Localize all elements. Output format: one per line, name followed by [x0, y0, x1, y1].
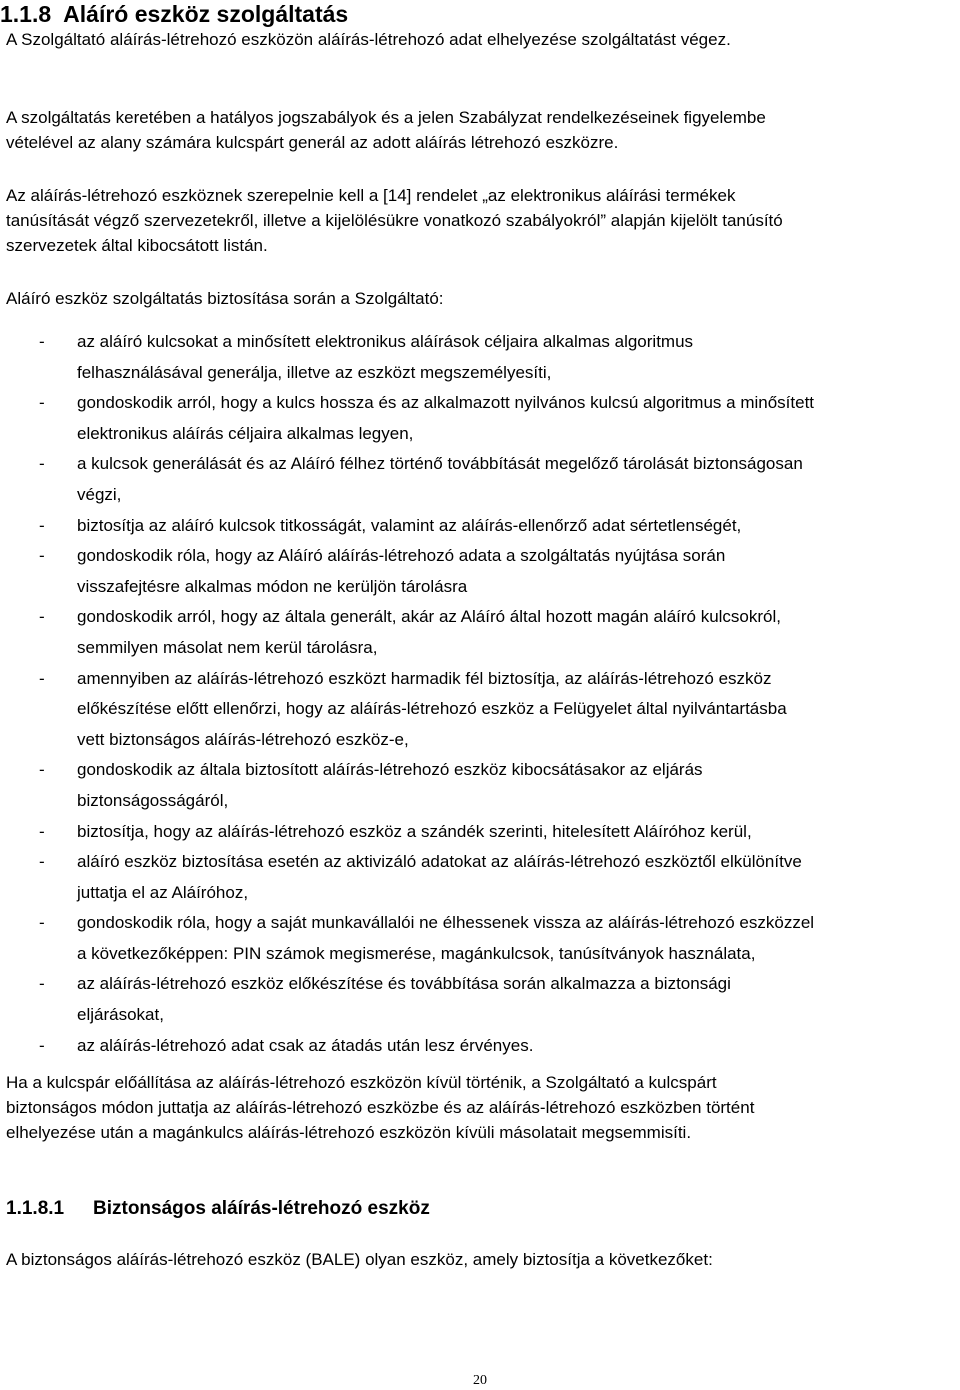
list-marker: - — [39, 607, 45, 627]
list-item-line: az aláírás-létrehozó adat csak az átadás után lesz érvényes. — [77, 1035, 534, 1055]
list-marker: - — [39, 454, 45, 474]
paragraph-external-keygen — [6, 1070, 958, 1145]
list-item-line: elektronikus aláírás céljaira alkalmas legyen, — [77, 423, 414, 443]
list-item — [6, 908, 960, 969]
text-line: Az aláírás-létrehozó eszköznek szerepelnie kell a [14] rendelet „az elektronikus aláírási termékek — [6, 186, 736, 205]
text-line: szervezetek által kibocsátott listán. — [6, 236, 268, 255]
list-item-line: juttatja el az Aláíróhoz, — [77, 882, 249, 902]
list-item — [6, 1031, 960, 1062]
list-item-line: aláíró eszköz biztosítása esetén az aktivizáló adatokat az aláírás-létrehozó eszköztől elkülönítve — [77, 852, 802, 872]
list-marker: - — [39, 515, 45, 535]
list-item-line: biztosítja az aláíró kulcsok titkosságát, valamint az aláírás-ellenőrző adat sértetlenségét, — [77, 515, 742, 535]
paragraph-service-scope — [6, 105, 958, 155]
text-line: biztonságos módon juttatja az aláírás-létrehozó eszközbe és az aláírás-létrehozó eszközben történt — [6, 1098, 755, 1117]
page-number: 20 — [473, 1373, 487, 1388]
list-item — [6, 817, 960, 848]
list-item-line: felhasználásával generálja, illetve az eszközt megszemélyesíti, — [77, 362, 552, 382]
section-number: 1.1.8 — [0, 1, 52, 27]
subsection-title: Biztonságos aláírás-létrehozó eszköz — [93, 1198, 430, 1219]
list-marker: - — [39, 546, 45, 566]
list-item-line: biztosítja, hogy az aláírás-létrehozó eszköz a szándék szerinti, hitelesített Aláíróhoz kerül, — [77, 821, 752, 841]
list-item — [6, 388, 960, 449]
list-item-line: visszafejtésre alkalmas módon ne kerüljön tárolásra — [77, 576, 468, 596]
list-item-line: biztonságosságáról, — [77, 790, 229, 810]
section-title: Aláíró eszköz szolgáltatás — [63, 1, 349, 27]
list-marker: - — [39, 760, 45, 780]
list-item-line: semmilyen másolat nem kerül tárolásra, — [77, 637, 378, 657]
list-marker: - — [39, 393, 45, 413]
list-item-line: az aláíró kulcsokat a minősített elektronikus aláírások céljaira alkalmas algoritmus — [77, 332, 694, 351]
list-item-line: eljárásokat, — [77, 1005, 164, 1025]
list-item-line: végzi, — [77, 484, 122, 504]
list-item-line: amennyiben az aláírás-létrehozó eszközt harmadik fél biztosítja, az aláírás-létrehozó eszköz — [77, 668, 772, 688]
list-item-line: gondoskodik róla, hogy az Aláíró aláírás-létrehozó adata a szolgáltatás nyújtása során — [77, 546, 726, 566]
list-item — [6, 602, 960, 663]
list-marker: - — [39, 852, 45, 872]
text-line: tanúsítását végző szervezetekről, illetve a kijelölésükre vonatkozó szabályokról” alapján kijelölt tanúsító — [6, 211, 783, 230]
list-item-line: a következőképpen: PIN számok megismerése, magánkulcsok, tanúsítványok használata, — [77, 943, 756, 963]
obligations-list — [6, 327, 960, 1061]
subsection-heading — [6, 1196, 430, 1222]
list-item-line: előkészítése előtt ellenőrzi, hogy az aláírás-létrehozó eszköz a Felügyelet által nyilvántartásba — [77, 699, 787, 719]
list-marker: - — [39, 974, 45, 994]
text-line: vételével az alany számára kulcspárt generál az adott aláírás létrehozó eszközre. — [6, 133, 619, 152]
list-item-line: a kulcsok generálását és az Aláíró félhez történő továbbítását megelőző tárolását biztonságosan — [77, 454, 803, 474]
list-item — [6, 511, 960, 542]
list-item — [6, 664, 960, 756]
paragraph-service-intro — [6, 27, 958, 52]
subsection-number: 1.1.8.1 — [6, 1198, 65, 1219]
list-item — [6, 327, 960, 388]
paragraph-list-intro — [6, 286, 958, 311]
list-item — [6, 541, 960, 602]
list-item — [6, 969, 960, 1030]
text-line: A biztonságos aláírás-létrehozó eszköz (BALE) olyan eszköz, amely biztosítja a következőket: — [6, 1250, 713, 1269]
list-item — [6, 847, 960, 908]
text-line: A szolgáltatás keretében a hatályos jogszabályok és a jelen Szabályzat rendelkezéseinek figyelembe — [6, 108, 766, 127]
list-item-line: gondoskodik róla, hogy a saját munkavállalói ne élhessenek vissza az aláírás-létrehozó eszközzel — [77, 913, 815, 933]
text-line: elhelyezése után a magánkulcs aláírás-létrehozó eszközön kívüli másolatait megsemmisíti. — [6, 1123, 692, 1142]
text-line: A Szolgáltató aláírás-létrehozó eszközön aláírás-létrehozó adat elhelyezése szolgáltatást végez. — [6, 30, 731, 49]
list-item-line: vett biztonságos aláírás-létrehozó eszköz-e, — [77, 729, 409, 749]
section-heading — [0, 0, 348, 28]
list-item-line: gondoskodik az általa biztosított aláírás-létrehozó eszköz kibocsátásakor az eljárás — [77, 760, 703, 780]
list-item — [6, 755, 960, 816]
text-line: Ha a kulcspár előállítása az aláírás-létrehozó eszközön kívül történik, a Szolgáltató a kulcspárt — [6, 1073, 717, 1092]
list-item-line: az aláírás-létrehozó eszköz előkészítése és továbbítása során alkalmazza a biztonsági — [77, 974, 731, 994]
list-marker: - — [39, 668, 45, 688]
list-marker: - — [39, 332, 45, 351]
list-item-line: gondoskodik arról, hogy a kulcs hossza és az alkalmazott nyilvános kulcsú algoritmus a minősített — [77, 393, 815, 413]
text-line: Aláíró eszköz szolgáltatás biztosítása során a Szolgáltató: — [6, 289, 444, 308]
paragraph-device-listing — [6, 183, 958, 258]
list-marker: - — [39, 821, 45, 841]
paragraph-bale-intro — [6, 1247, 958, 1272]
list-marker: - — [39, 1035, 45, 1055]
list-item — [6, 449, 960, 510]
list-marker: - — [39, 913, 45, 933]
list-item-line: gondoskodik arról, hogy az általa generált, akár az Aláíró által hozott magán aláíró kulcsokról, — [77, 607, 782, 627]
